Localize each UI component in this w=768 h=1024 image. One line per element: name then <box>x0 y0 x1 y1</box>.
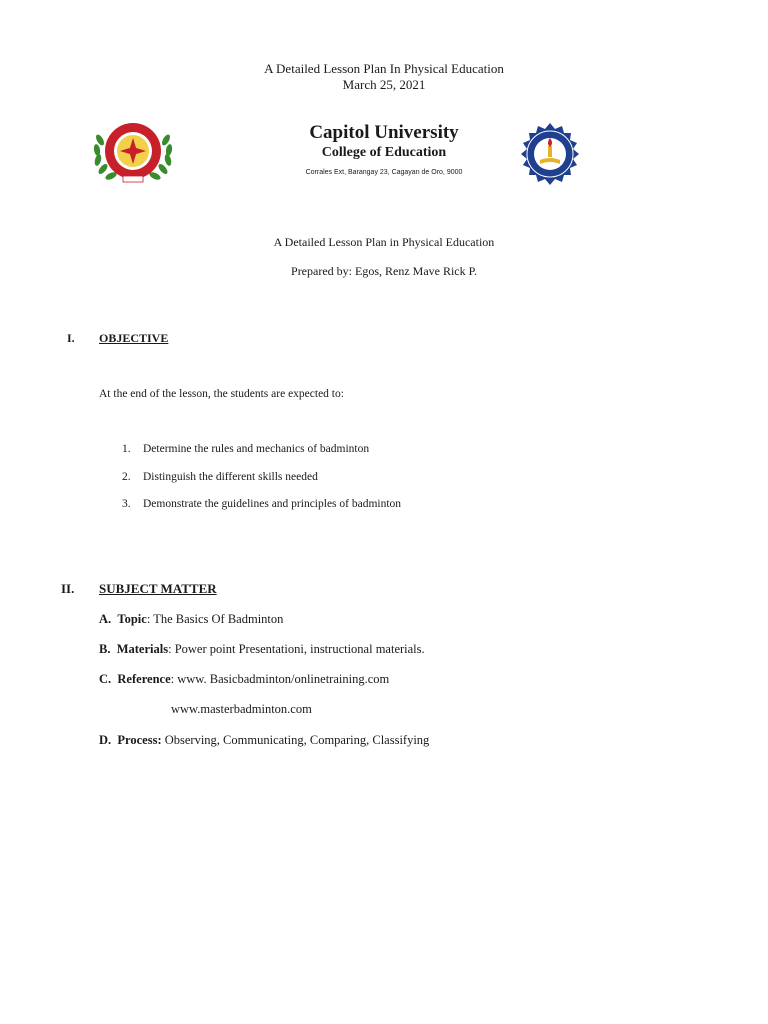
objective-item: Determine the rules and mechanics of badminton <box>143 443 370 455</box>
section-numeral-objective: I. <box>67 331 75 345</box>
objective-item: Distinguish the different skills needed <box>143 471 318 483</box>
college-of-education-seal-icon <box>510 122 590 190</box>
subject-process <box>99 733 429 748</box>
college-name: College of Education <box>321 145 447 160</box>
subject-topic <box>99 612 283 627</box>
subject-reference-letter: C. <box>99 672 112 686</box>
subject-materials-letter: B. <box>99 642 111 656</box>
capitol-university-seal-icon <box>90 118 176 186</box>
subject-reference <box>99 672 389 687</box>
subject-topic-value: : The Basics Of Badminton <box>146 612 284 626</box>
lesson-subtitle: A Detailed Lesson Plan in Physical Education <box>273 235 495 249</box>
subject-process-letter: D. <box>99 733 112 747</box>
subject-reference-value: : www. Basicbadminton/onlinetraining.com <box>170 672 390 686</box>
objective-intro: At the end of the lesson, the students are expected to: <box>99 388 344 400</box>
subject-process-label: Process: <box>117 733 162 747</box>
university-address: Corrales Ext, Barangay 23, Cagayan de Oro, 9000 <box>305 169 463 176</box>
subject-topic-letter: A. <box>99 612 112 626</box>
objective-item-number: 2. <box>122 471 131 483</box>
subject-reference-extra: www.masterbadminton.com <box>171 702 312 716</box>
objective-item: Demonstrate the guidelines and principles of badminton <box>143 498 402 510</box>
university-name: Capitol University <box>309 122 459 143</box>
subject-process-value: Observing, Communicating, Comparing, Classifying <box>161 733 430 747</box>
objective-item-number: 3. <box>122 498 131 510</box>
document-title: A Detailed Lesson Plan In Physical Education <box>264 61 504 76</box>
section-title-objective: OBJECTIVE <box>99 331 169 345</box>
section-title-subject-matter: SUBJECT MATTER <box>99 581 217 596</box>
section-numeral-subject-matter: II. <box>61 581 75 596</box>
subject-materials <box>99 642 425 657</box>
subject-reference-label: Reference <box>117 672 171 686</box>
subject-topic-label: Topic <box>117 612 147 626</box>
subject-materials-label: Materials <box>116 642 169 656</box>
subject-materials-value: : Power point Presentationi, instructional materials. <box>168 642 425 656</box>
objective-item-number: 1. <box>122 443 131 455</box>
document-date: March 25, 2021 <box>342 77 426 92</box>
prepared-by: Prepared by: Egos, Renz Mave Rick P. <box>291 264 477 278</box>
